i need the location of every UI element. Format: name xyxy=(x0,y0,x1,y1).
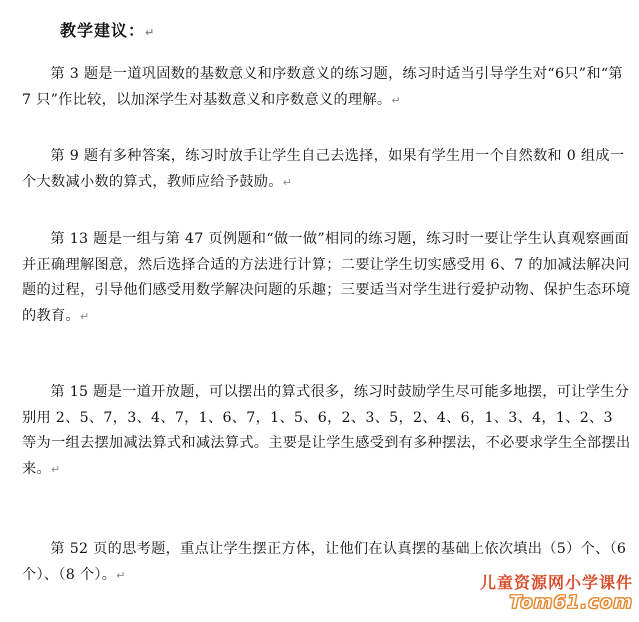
paragraph-mark-icon: ↵ xyxy=(79,309,90,323)
paragraph-mark-icon: ↵ xyxy=(116,568,126,582)
paragraph-mark-icon: ↵ xyxy=(282,175,293,189)
heading xyxy=(60,18,155,41)
paragraph-4 xyxy=(22,380,632,482)
paragraph-1-text: 第 3 题是一道巩固数的基数意义和序数意义的练习题，练习时适当引导学生对“6只”和“第 7 只”作比较，以加深学生对基数意义和序数意义的理解。 xyxy=(22,66,623,108)
watermark-logo: Tom61.com xyxy=(509,592,633,613)
paragraph-2-text: 第 9 题有多种答案，练习时放手让学生自己去选择，如果有学生用一个自然数和 0 组成一个大数减小数的算式，教师应给予鼓励。 xyxy=(22,148,625,190)
paragraph-1 xyxy=(22,62,632,113)
watermark xyxy=(463,570,633,618)
paragraph-5-text: 第 52 页的思考题，重点让学生摆正方体，让他们在认真摆的基础上依次填出（5）个、（6 个）、（8 个）。 xyxy=(22,541,627,583)
heading-text: 教学建议： xyxy=(60,21,146,40)
paragraph-3-text: 第 13 题是一组与第 47 页例题和“做一做”相同的练习题，练习时一要让学生认真观察画面并正确理解图意，然后选择合适的方法进行计算；二要让学生切实感受用 6、7 的加减法解决问题的过程，引导他们感受用数学解决问题的乐趣；三要适当对学生进行爱护动物、保护生态环境的教育。 xyxy=(22,231,631,324)
watermark-site-name: 儿童资源网小学课件 xyxy=(479,573,633,592)
paragraph-4-text: 第 15 题是一道开放题，可以摆出的算式很多，练习时鼓励学生尽可能多地摆，可让学生分别用 2、5、7，3、4、7，1、6、7，1、5、6，2、3、5，2、4、6，1、3、4，1、2、3 等为一组去摆加减法算式和减法算式。主要是让学生感受到有多种摆法，不必要求学生全部摆出来。 xyxy=(22,384,631,477)
paragraph-3 xyxy=(22,227,632,329)
paragraph-mark-icon: ↵ xyxy=(50,462,61,476)
paragraph-mark-icon: ↵ xyxy=(145,26,156,39)
paragraph-2 xyxy=(22,144,632,195)
paragraph-mark-icon: ↵ xyxy=(391,93,401,107)
